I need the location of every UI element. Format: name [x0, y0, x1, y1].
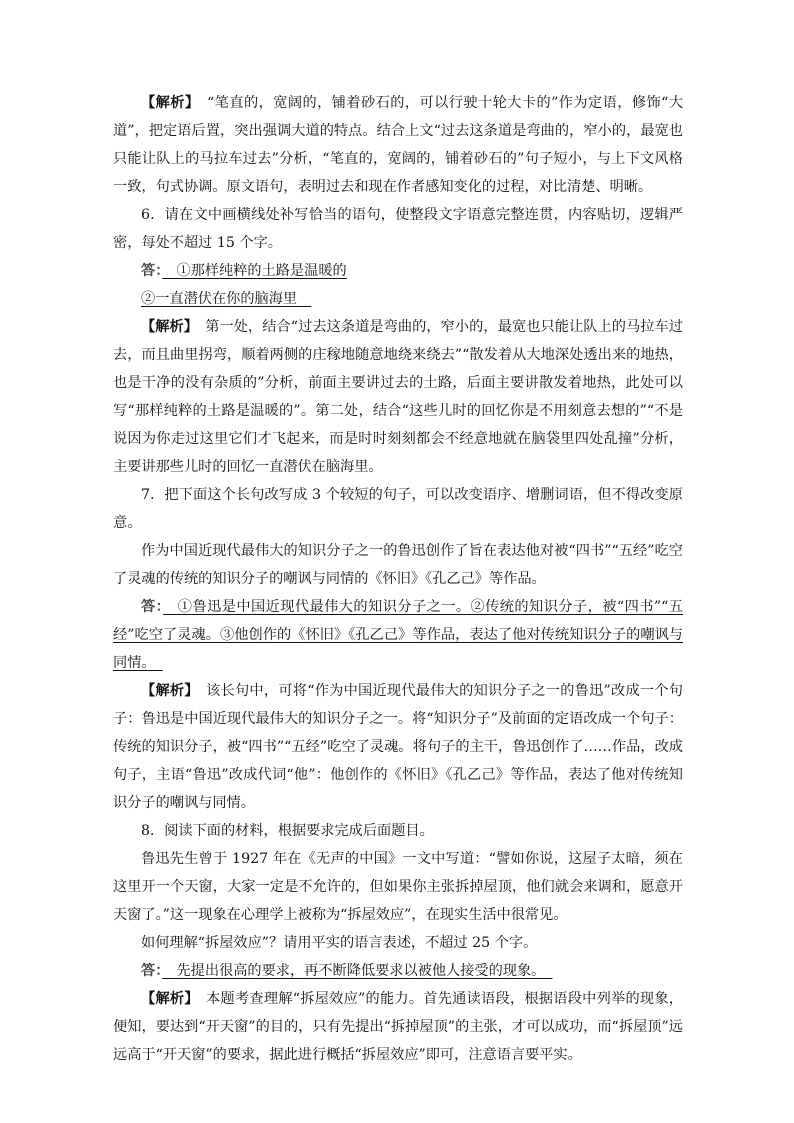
question-8-material: 鲁迅先生曾于 1927 年在《无声的中国》一文中写道：“譬如你说，这屋子太暗，须在这里开一个天窗，大家一定是不允许的，但如果你主张拆掉屋顶，他们就会来调和，愿意开天窗了。”这一现象在心理学上被称为“拆屋效应”，在现实生活中很常见。 — [113, 851, 683, 923]
analysis-label: 【解析】 — [141, 319, 191, 335]
analysis-text: 本题考查理解“拆屋效应”的能力。首先通读语段，根据语段中列举的现象，便知，要达到“开天窗”的目的，只有先提出“拆掉屋顶”的主张，才可以成功，而“拆屋顶”远远高于“开天窗”的要求，据此进行概括“拆屋效应”即可，注意语言要平实。 — [113, 991, 683, 1063]
question-7: 7．把下面这个长句改写成 3 个较短的句子，可以改变语序、增删词语，但不得改变原意。 — [113, 487, 683, 531]
analysis-text: “笔直的，宽阔的，铺着砂石的，可以行驶十轮大卡的”作为定语，修饰“大道”，把定语后置，突出强调大道的特点。结合上文“过去这条道是弯曲的，窄小的，最宽也只能让队上的马拉车过去”分析，“笔直的，宽阔的，铺着砂石的”句子短小，与上下文风格一致，句式协调。原文语句，表明过去和现在作者感知变化的过程，对比清楚、明晰。 — [113, 95, 684, 195]
answer-6-line-1 — [113, 257, 683, 285]
document-content — [113, 89, 683, 1069]
answer-8 — [113, 957, 683, 985]
analysis-text: 第一处，结合“过去这条道是弯曲的，窄小的，最宽也只能让队上的马拉车过去，而且曲里拐弯，顺着两侧的庄稼地随意地绕来绕去”“散发着从大地深处透出来的地热，也是干净的没有杂质的”分析，前面主要讲过去的土路，后面主要讲散发着地热，此处可以写“那样纯粹的土路是温暖的”。第二处，结合“这些儿时的回忆你是不用刻意去想的”“不是说因为你走过这里它们才飞起来，而是时时刻刻都会不经意地就在脑袋里四处乱撞”分析，主要讲那些儿时的回忆一直潜伏在脑海里。 — [113, 319, 683, 475]
analysis-paragraph-1 — [113, 89, 683, 201]
answer-text: ①那样纯粹的土路是温暖的 — [162, 263, 347, 279]
analysis-label: 【解析】 — [141, 991, 192, 1007]
analysis-paragraph-2 — [113, 313, 683, 481]
answer-label: 答： — [141, 599, 164, 615]
answer-7 — [113, 593, 683, 677]
answer-label: 答： — [141, 263, 163, 279]
question-6: 6．请在文中画横线处补写恰当的语句，使整段文字语意完整连贯，内容贴切，逻辑严密，每处不超过 15 个字。 — [113, 207, 683, 251]
analysis-paragraph-3 — [113, 677, 683, 817]
question-8-prompt: 如何理解“拆屋效应”？请用平实的语言表述，不超过 25 个字。 — [141, 935, 538, 951]
answer-text: ②一直潜伏在你的脑海里 — [141, 291, 312, 307]
answer-6-line-2 — [113, 285, 683, 313]
answer-label: 答： — [141, 963, 163, 979]
answer-text: 先提出很高的要求，再不断降低要求以被他人接受的现象。 — [162, 963, 553, 979]
analysis-text: 该长句中，可将“作为中国近现代最伟大的知识分子之一的鲁迅”改成一个句子：鲁迅是中国近现代最伟大的知识分子之一。将“知识分子”及前面的定语改成一个句子：传统的知识分子，被“四书”“五经”吃空了灵魂。将句子的主干，鲁迅创作了……作品，改成句子，主语“鲁迅”改成代词“他”：他创作的《怀旧》《孔乙己》等作品，表达了他对传统知识分子的嘲讽与同情。 — [113, 683, 683, 811]
question-8: 8．阅读下面的材料，根据要求完成后面题目。 — [141, 823, 434, 839]
analysis-paragraph-4 — [113, 985, 683, 1069]
answer-text: ①鲁迅是中国近现代最伟大的知识分子之一。②传统的知识分子，被“四书”“五经”吃空了灵魂。③他创作的《怀旧》《孔乙己》等作品，表达了他对传统知识分子的嘲讽与同情。 — [113, 599, 683, 671]
analysis-label: 【解析】 — [141, 95, 193, 111]
question-7-source-sentence: 作为中国近现代最伟大的知识分子之一的鲁迅创作了旨在表达他对被“四书”“五经”吃空了灵魂的传统的知识分子的嘲讽与同情的《怀旧》《孔乙己》等作品。 — [113, 543, 683, 587]
analysis-label: 【解析】 — [141, 683, 192, 699]
